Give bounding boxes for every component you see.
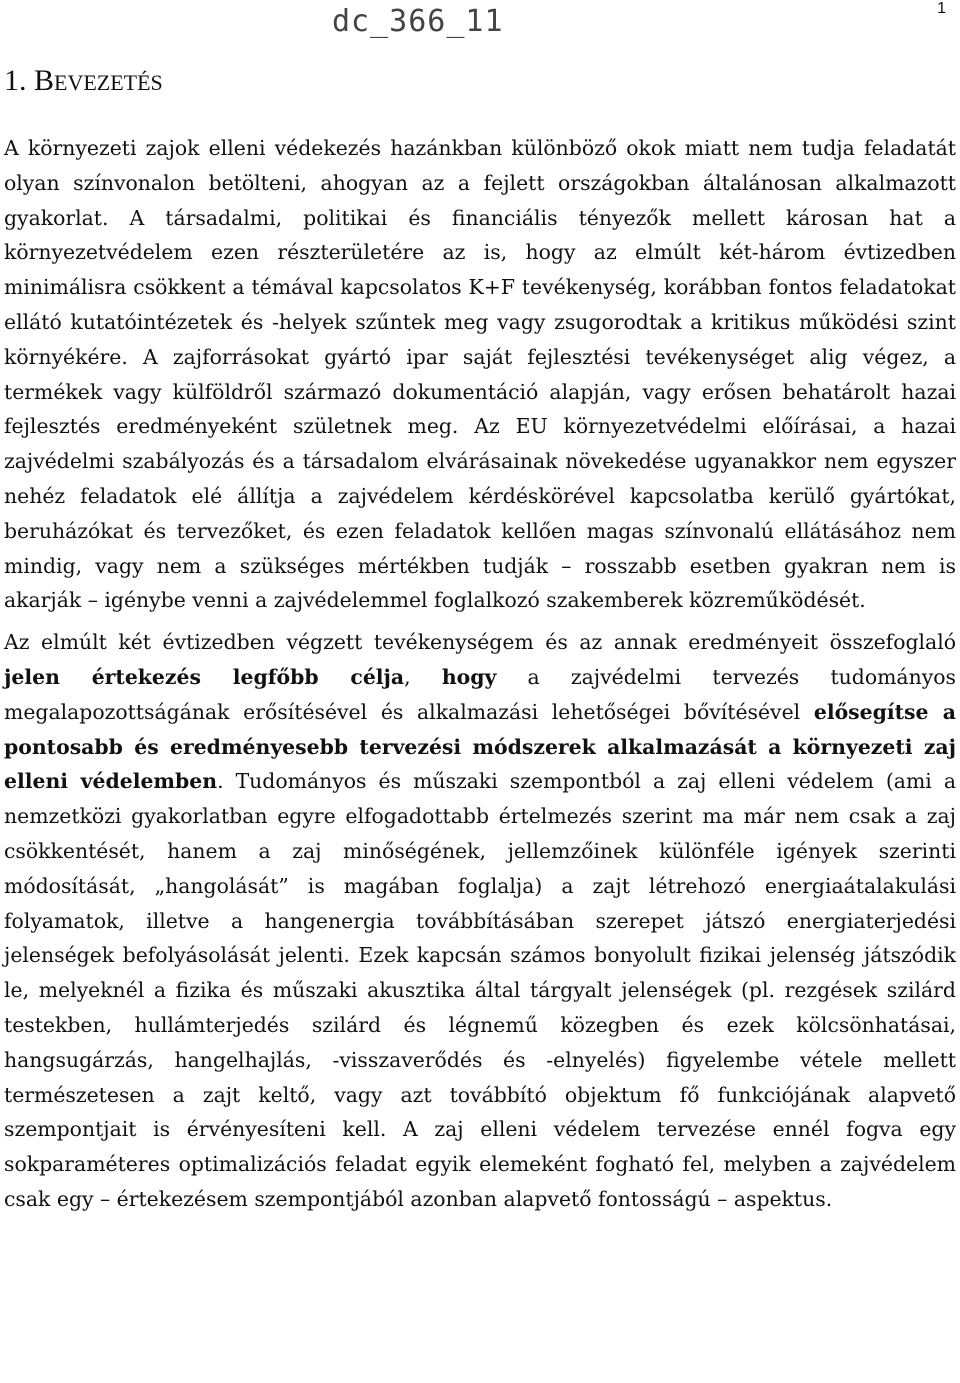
paragraph-2-text-2: , xyxy=(404,664,442,689)
chapter-number: 1. xyxy=(4,64,27,97)
document-id: dc_366_11 xyxy=(332,4,504,39)
chapter-title-rest: EVEZETÉS xyxy=(54,70,163,95)
paragraph-2-bold-3: elősegítse a pontosabb és eredményesebb tervezési módszerek alkalmazását a környezeti zaj elleni védelemben xyxy=(4,699,956,794)
paragraph-2-bold-1: jelen értekezés legfőbb célja xyxy=(4,664,405,689)
chapter-title-initial: B xyxy=(34,64,55,97)
paragraph-2-bold-2: hogy xyxy=(441,664,497,689)
paragraph-2-text-4: . Tudományos és műszaki szempontból a zaj elleni védelem (ami a nemzetközi gyakorlatban egyre elfogadottabb értelmezés szerint ma már nem csak a zaj csökkentését, hanem a zaj minőségének, jellemzőinek különféle igények szerinti módosítását, „hangolását” is magában foglalja) a zajt létrehozó energiaátalakulási folyamatok, illetve a hangenergia továbbításában szerepet játszó energiaterjedési jelenségek befolyásolását jelenti. Ezek kapcsán számos bonyolult fizikai jelenség játszódik le, melyeknél a fizika és műszaki akusztika által tárgyalt jelenségek (pl. rezgések szilárd testekben, hullámterjedés szilárd és légnemű közegben és ezek kölcsönhatásai, hangsugárzás, hangelhajlás, -visszaverődés és -elnyelés) figyelembe vétele mellett természetesen a zajt keltő, vagy azt továbbító objektum fő funkciójának alapvető szempontjait is érvényesíteni kell. A zaj elleni védelem tervezése ennél fogva egy sokparaméteres optimalizációs feladat egyik elemeként fogható fel, melyben a zajvédelem csak egy – értekezésem szempontjából azonban alapvető fontosságú – aspektus. xyxy=(4,769,956,1211)
paragraph-1: A környezeti zajok elleni védekezés hazánkban különböző okok miatt nem tudja feladatát olyan színvonalon betölteni, ahogyan az a fejlett országokban általánosan alkalmazott gyakorlat. A társadalmi, politikai és financiális tényezők mellett károsan hat a környezetvédelem ezen részterületére az is, hogy az elmúlt két-három évtizedben minimálisra csökkent a témával kapcsolatos K+F tevékenység, korábban fontos feladatokat ellátó kutatóintézetek és -helyek szűntek meg vagy zsugorodtak a kritikus működési szint környékére. A zajforrásokat gyártó ipar saját fejlesztési tevékenységet alig végez, a termékek vagy külföldről származó dokumentáció alapján, vagy erősen behatárolt hazai fejlesztés eredményeként születnek meg. Az EU környezetvédelmi előírásai, a hazai zajvédelmi szabályozás és a társadalom elvárásainak növekedése ugyanakkor nem egyszer nehéz feladatok elé állítja a zajvédelem kérdéskörével kapcsolatba kerülő gyártókat, beruházókat és tervezőket, és ezen feladatok kellően magas színvonalú ellátásához nem mindig, vagy nem a szükséges mértékben tudják – rosszabb esetben gyakran nem is akarják – igénybe venni a zajvédelemmel foglalkozó szakemberek közreműködését. xyxy=(4,136,956,613)
paragraph-2-text-1: Az elmúlt két évtizedben végzett tevékenységem és az annak eredményeit összefoglaló xyxy=(4,630,956,655)
document-body xyxy=(4,131,956,1217)
paragraph-2 xyxy=(4,625,956,1217)
paragraph-2-text-3: a zajvédelmi tervezés tudományos megalapozottságának erősítésével és alkalmazási lehetőségei bővítésével xyxy=(4,664,956,724)
chapter-heading xyxy=(4,64,163,98)
page-number: 1 xyxy=(937,0,946,17)
